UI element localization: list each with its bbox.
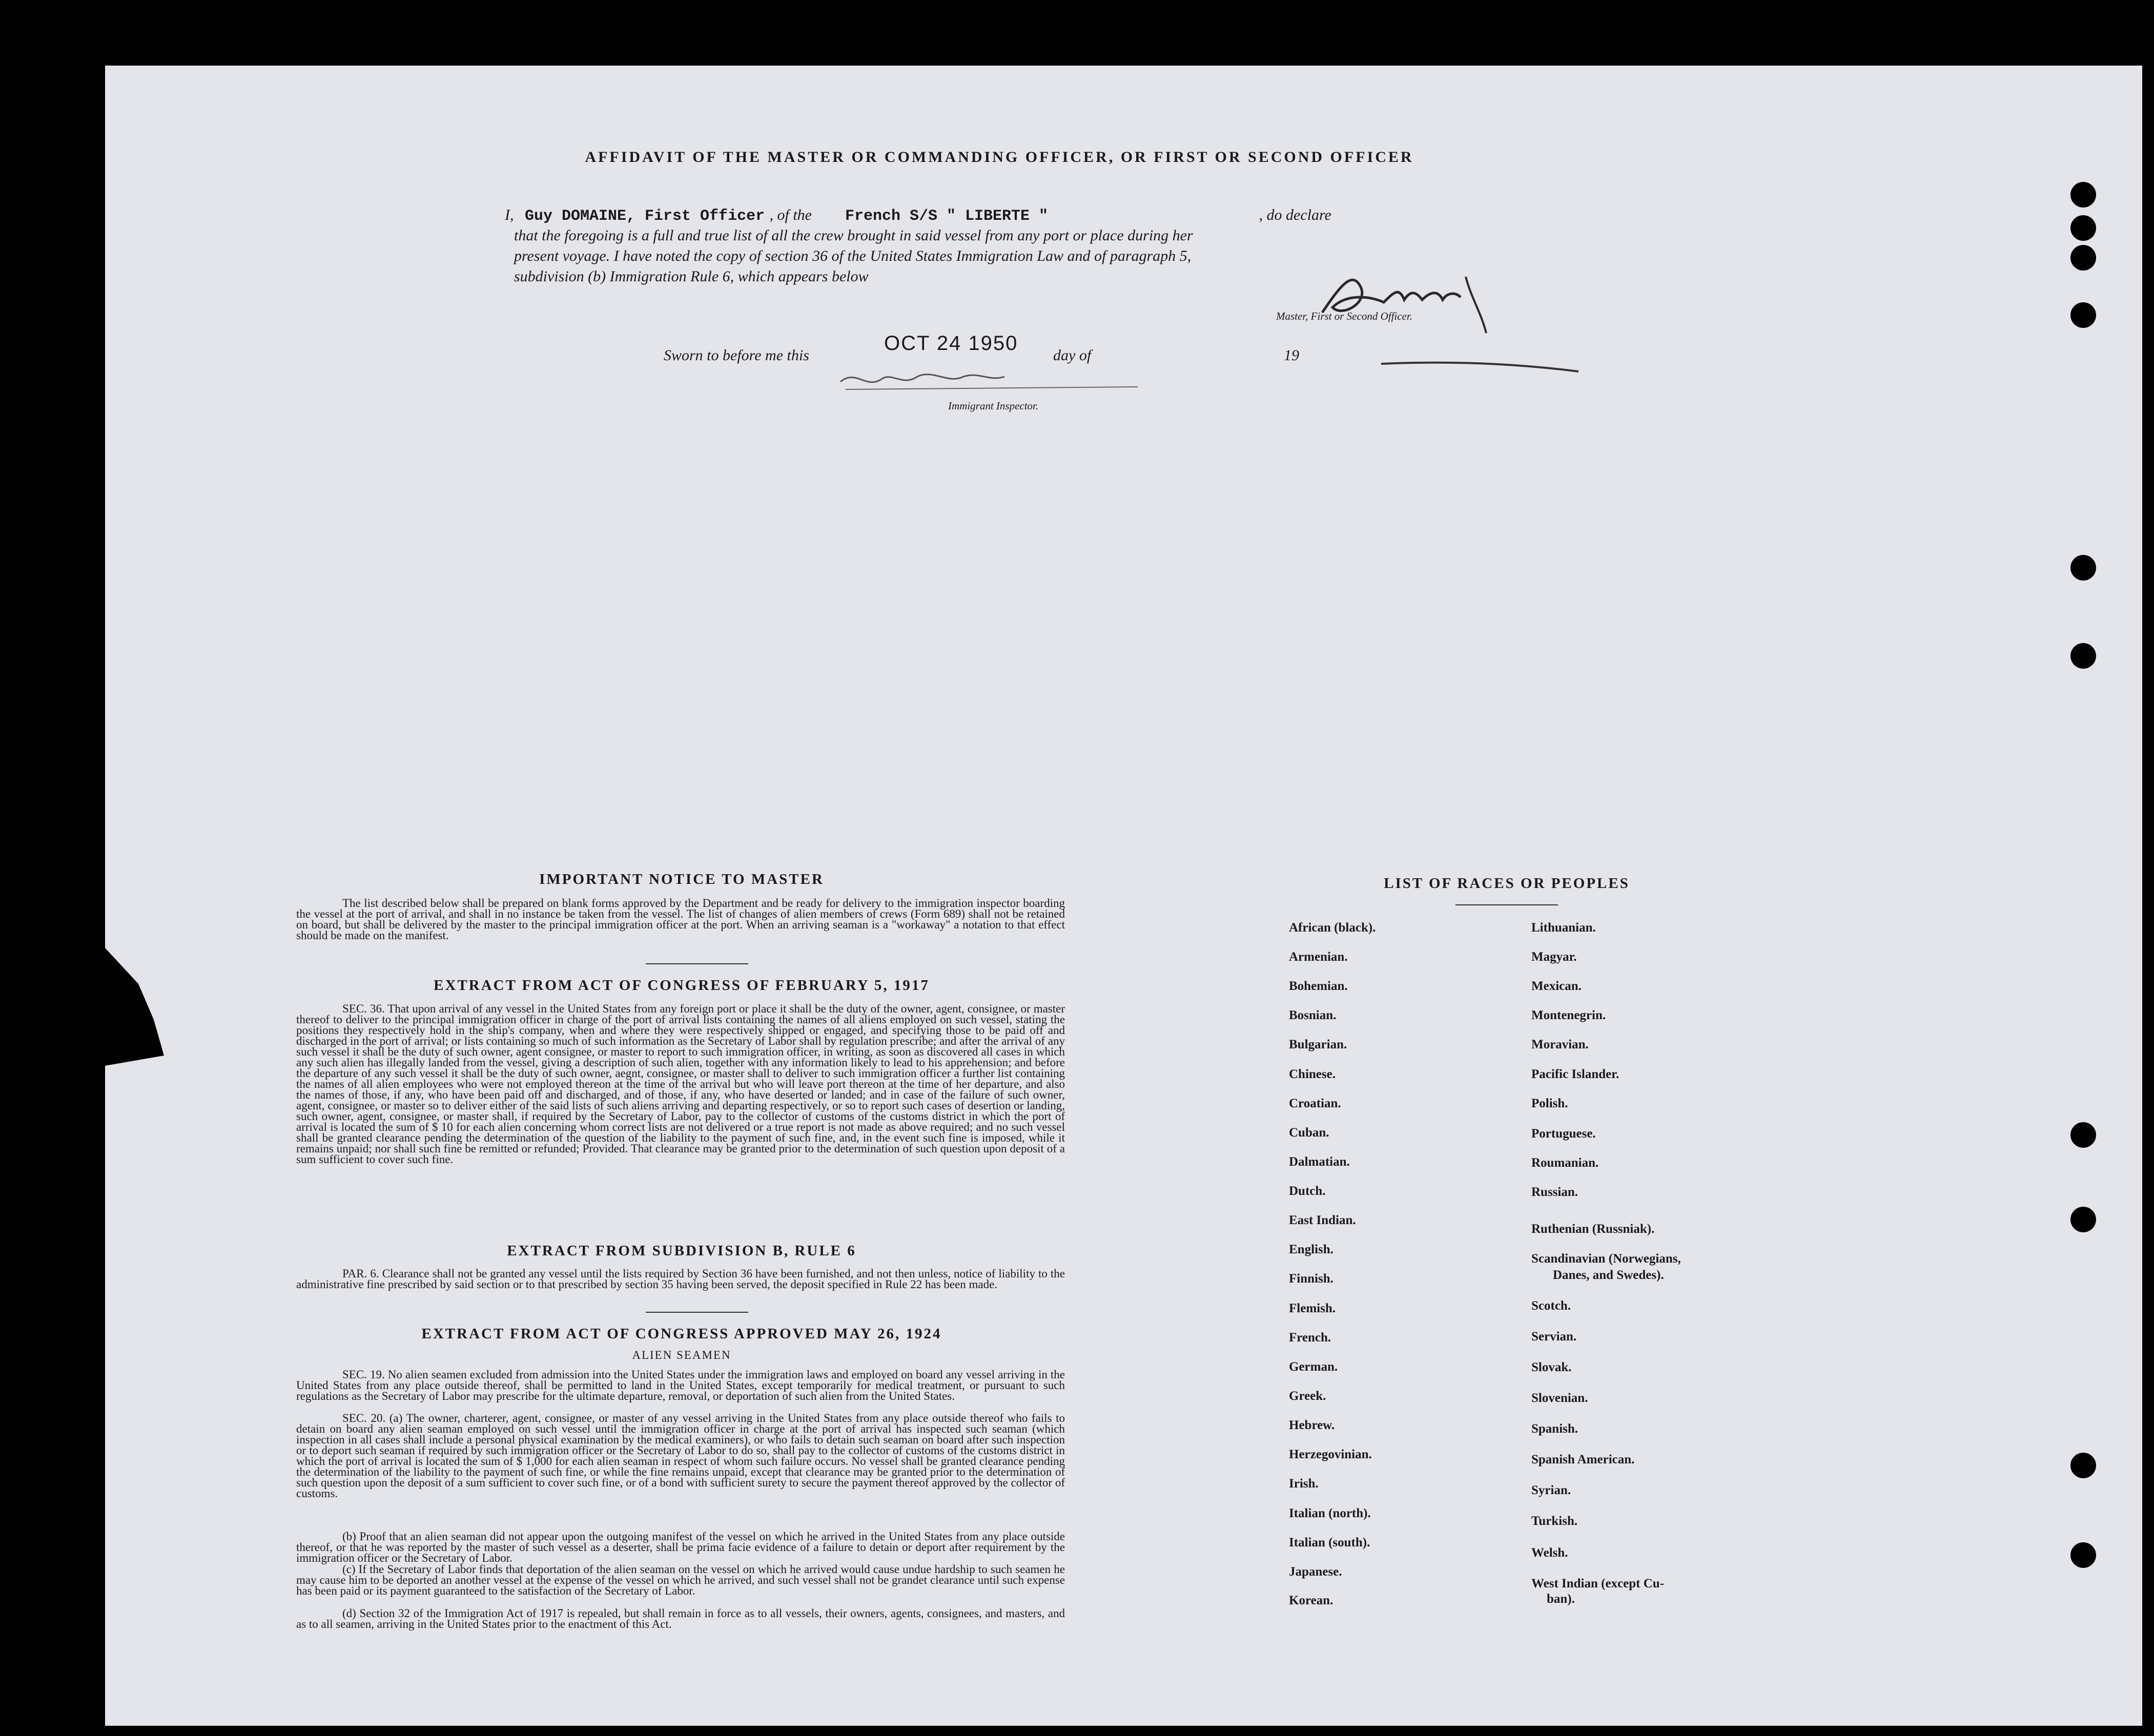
rule6-body: PAR. 6. Clearance shall not be granted any vessel until the lists required by Section 36 have been furnished, and not then unless, notice of liability to the administrative fine prescribed by said section or to that prescribed by section 35 having been served, the deposit specified in Rule 22 has been made. <box>296 1267 1065 1291</box>
punch-hole <box>2070 555 2096 581</box>
race-item: Hebrew. <box>1289 1418 1335 1432</box>
race-item: Croatian. <box>1289 1097 1341 1110</box>
race-item: Flemish. <box>1289 1301 1336 1315</box>
race-item: Slovak. <box>1531 1360 1572 1374</box>
race-item: Ruthenian (Russniak). <box>1531 1222 1655 1236</box>
race-item: Armenian. <box>1289 950 1348 964</box>
race-item: Cuban. <box>1289 1126 1329 1140</box>
vessel-name: French S/S " LIBERTE " <box>845 208 1049 225</box>
race-item: Servian. <box>1531 1330 1577 1344</box>
race-item: Finnish. <box>1289 1272 1334 1286</box>
race-item: Greek. <box>1289 1389 1326 1403</box>
race-item: French. <box>1289 1331 1331 1345</box>
punch-hole <box>2070 1542 2096 1568</box>
punch-hole <box>2070 1453 2096 1478</box>
inspector-signature <box>835 361 1143 397</box>
race-item: Herzegovinian. <box>1289 1448 1372 1461</box>
extract1924-subtitle: ALIEN SEAMEN <box>632 1349 731 1361</box>
sworn-prefix: Sworn to before me this <box>664 347 809 364</box>
race-item: Roumanian. <box>1531 1156 1599 1170</box>
rule6-title: EXTRACT FROM SUBDIVISION B, RULE 6 <box>507 1243 856 1259</box>
race-item: Portuguese. <box>1531 1127 1596 1141</box>
race-item: Bulgarian. <box>1289 1038 1347 1051</box>
race-item: Danes, and Swedes). <box>1553 1268 1664 1282</box>
race-item: Moravian. <box>1531 1038 1589 1051</box>
notice-body: The list described below shall be prepared on blank forms approved by the Department and be ready for delivery to the immigration inspector boarding the vessel at the port of arrival, and shall in no instance be taken from the vessel. The list of changes of alien members of crews (Form 689) shall not be retained on board, but shall be delivered by the master to the principal immigration officer at the port. When an arriving seaman is a "workaway" a notation to that effect should be made on the manifest. <box>296 897 1065 942</box>
race-item: Syrian. <box>1531 1483 1571 1497</box>
punch-hole <box>2070 302 2096 328</box>
i-label: I, <box>505 206 514 223</box>
of-the-text: , of the <box>769 206 812 223</box>
race-item: West Indian (except Cu- <box>1531 1577 1665 1590</box>
race-item: Italian (south). <box>1289 1536 1370 1549</box>
race-item: Korean. <box>1289 1594 1334 1607</box>
sec20d-body: (d) Section 32 of the Immigration Act of 1917 is repealed, but shall remain in force as to all vessels, their owners, agents, consignees, and masters, and as to all seamen, arriving in the United States prior to the enactment of this Act. <box>296 1607 1065 1630</box>
sworn-date-stamp: OCT 24 1950 <box>884 332 1018 355</box>
race-item: Turkish. <box>1531 1514 1578 1528</box>
race-item: Scotch. <box>1531 1299 1571 1313</box>
race-item: Irish. <box>1289 1477 1319 1491</box>
extract1917-body: SEC. 36. That upon arrival of any vessel in the United States from any foreign port or place it shall be the duty of the owner, agent, consignee, or master thereof to deliver to the principal immigration officer in charge of the port of arrival lists containing the names of all aliens employed on such vessel, stating the positions they respectively hold in the ship's company, when and where they were respectively shipped or engaged, and specifying those to be paid off and discharged in the port of arrival; or lists containing so much of such information as the Secretary of Labor shall by regulation prescribe; and after the arrival of any such vessel it shall be the duty of such owner, agent consignee, or master to report to such immigration officer, in writing, as soon as discovered all cases in which any such alien has illegally landed from the vessel, giving a description of such alien, together with any information likely to lead to his apprehension; and before the departure of any such vessel it shall be the duty of such owner, aegnt, consignee, or master shall to deliver to such immigration officer a further list containing the names of all alien employees who were not employed thereon at the time of the arrival but who will leave port thereon at the time of her departure, and also the names of those, if any, who have been paid off and discharged, and of those, if any, who have deserted or landed; and in case of the failure of such owner, agent, consignee, or master so to deliver either of the said lists of such aliens arriving and departing respectively, or so to report such cases of desertion or landing, such owner, agent, consignee, or master shall, if required by the Secretary of Labor, pay to the collector of customs of the customs district in which the port of arrival is located the sum of $ 10 for each alien concerning whom correct lists are not delivered or a true report is not made as above required; and no such vessel shall be granted clearance pending the determination of the question of the liability to the payment of such fine, and, in the event such fine is imposed, while it remains unpaid; nor shall such fine be remitted or refunded; Provided. That clearance may be granted prior to the determination of such question upon deposit of a sum sufficient to cover such fine. <box>296 1002 1065 1166</box>
race-item: Polish. <box>1531 1097 1568 1110</box>
race-item: African (black). <box>1289 921 1376 935</box>
race-item: Mexican. <box>1531 979 1582 993</box>
officer-name: Guy DOMAINE, First Officer <box>525 208 765 225</box>
race-item: Magyar. <box>1531 950 1577 964</box>
races-title: LIST OF RACES OR PEOPLES <box>1384 875 1630 892</box>
sec19-body: SEC. 19. No alien seamen excluded from admission into the United States under the immigration laws and employed on board any vessel arriving in the United States from any place outside thereof, shall be permitted to land in the United States, except temporarily for medical treatment, or pursuant to such regulations as the Secretary of Labor may prescribe for the ultimate departure, removal, or deportation of such alien from the United States. <box>296 1368 1065 1402</box>
race-item: Spanish American. <box>1531 1453 1635 1466</box>
race-item: Scandinavian (Norwegians, <box>1531 1252 1681 1266</box>
affidavit-line4: subdivision (b) Immigration Rule 6, which appears below <box>514 268 869 285</box>
race-item: Bohemian. <box>1289 979 1348 993</box>
affidavit-line1 <box>505 206 1499 225</box>
sec20b-body: (b) Proof that an alien seaman did not appear upon the outgoing manifest of the vessel on which he arrived in the United States from any place outside thereof, or that he was reported by the master of such vessel as a deserter, shall be prima facie evidence of a failure to detain or deport after requirement by the immigration officer or the Secretary of Labor. <box>296 1530 1065 1564</box>
divider <box>1455 904 1558 905</box>
race-item: Welsh. <box>1531 1546 1568 1560</box>
race-item: ban). <box>1547 1592 1575 1606</box>
extract1924-title: EXTRACT FROM ACT OF CONGRESS APPROVED MAY 26, 1924 <box>421 1326 942 1342</box>
divider <box>646 963 748 964</box>
race-item: Dalmatian. <box>1289 1155 1350 1169</box>
race-item: Japanese. <box>1289 1565 1342 1579</box>
punch-hole <box>2070 215 2096 241</box>
race-item: Spanish. <box>1531 1422 1578 1436</box>
race-item: Montenegrin. <box>1531 1008 1606 1022</box>
year-prefix: 19 <box>1284 347 1299 364</box>
day-of-text: day of <box>1053 347 1092 364</box>
race-item: Lithuanian. <box>1531 921 1596 935</box>
divider <box>646 1312 748 1313</box>
race-item: East Indian. <box>1289 1213 1356 1227</box>
punch-hole <box>2070 182 2096 208</box>
do-declare-text: , do declare <box>1259 206 1331 223</box>
punch-hole <box>2070 245 2096 271</box>
race-item: Russian. <box>1531 1185 1578 1199</box>
race-item: English. <box>1289 1243 1334 1256</box>
punch-hole <box>2070 643 2096 669</box>
signature-caption: Master, First or Second Officer. <box>1276 310 1412 322</box>
race-item: Dutch. <box>1289 1184 1326 1198</box>
punch-hole <box>2070 1207 2096 1232</box>
inspector-caption: Immigrant Inspector. <box>948 400 1039 412</box>
punch-hole <box>2070 1122 2096 1148</box>
notice-title: IMPORTANT NOTICE TO MASTER <box>539 871 824 887</box>
race-item: Pacific Islander. <box>1531 1067 1619 1081</box>
affidavit-title: AFFIDAVIT OF THE MASTER OR COMMANDING OFFICER, OR FIRST OR SECOND OFFICER <box>585 149 1414 166</box>
master-signature <box>1312 251 1558 343</box>
sec20c-body: (c) If the Secretary of Labor finds that deportation of the alien seaman on the vessel on which he arrived would cause undue hardship to such seamen he may cause him to be deported an another vessel at the expense of the vessel on which he arrived, and such vessel shall not be grandet clearance until such expense has been paid or its payment guaranteed to the satisfaction of the Secretary of Labor. <box>296 1563 1065 1597</box>
extract1917-title: EXTRACT FROM ACT OF CONGRESS OF FEBRUARY 5, 1917 <box>434 977 930 994</box>
affidavit-line3: present voyage. I have noted the copy of section 36 of the United States Immigration Law and of paragraph 5, <box>514 247 1192 264</box>
sec20a-body: SEC. 20. (a) The owner, charterer, agent, consignee, or master of any vessel arriving in the United States from any place outside thereof who fails to detain on board any alien seaman employed on such vessel until the immigration officer in charge at the port of arrival has inspected such seaman (which inspection in all cases shall include a personal physical examination by the medical examiners), or who fails to detain such seaman on board after such inspection or to deport such seaman if required by such immigration officer or the Secretary of Labor to do so, shall pay to the collector of customs of the customs district in which the port of arrival is located the sum of $ 1,000 for each alien seaman in respect of whom such failure occurs. No vessel shall be granted clearance pending the determination of the liability to the payment of such fine, or while the fine remains unpaid, except that clearance may be granted prior to the determination of such question upon the deposit of a sum sufficient to cover such fine, or of a bond with sufficient surety to secure the payment thereof approved by the collector of customs. <box>296 1412 1065 1500</box>
sworn-line-scribble <box>1379 356 1584 377</box>
race-item: Slovenian. <box>1531 1391 1588 1405</box>
affidavit-line2: that the foregoing is a full and true list of all the crew brought in said vessel from any port or place during her <box>514 227 1193 244</box>
race-item: Chinese. <box>1289 1067 1336 1081</box>
race-item: Bosnian. <box>1289 1008 1337 1022</box>
race-item: Italian (north). <box>1289 1506 1371 1520</box>
race-item: German. <box>1289 1360 1338 1374</box>
